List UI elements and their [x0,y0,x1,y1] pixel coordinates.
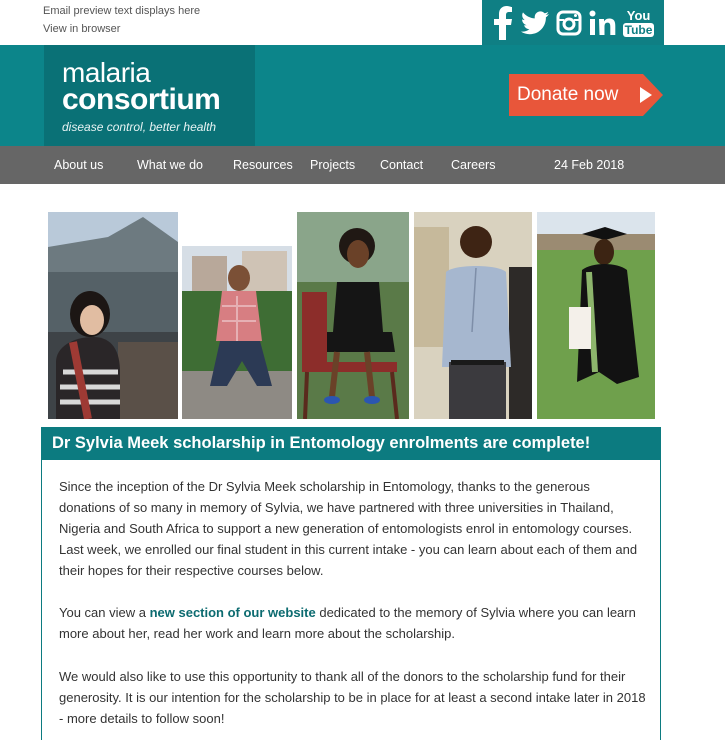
brand-logo[interactable] [44,45,255,146]
nav-about-us[interactable]: About us [54,158,104,172]
article-title-bar [41,427,661,460]
social-bar [482,0,664,45]
nav-projects[interactable]: Projects [310,158,356,172]
youtube-icon-top: You [626,7,651,23]
scholar-photo-4 [414,212,532,419]
instagram-icon[interactable] [556,10,582,36]
article-paragraph-2 [59,602,649,644]
scholar-photo-3 [297,212,409,419]
main-nav [0,146,725,184]
issue-date: 24 Feb 2018 [554,158,625,172]
paragraph-2-lead: You can view a [59,605,150,620]
nav-contact[interactable]: Contact [380,158,424,172]
article-title: Dr Sylvia Meek scholarship in Entomology enrolments are complete! [52,434,591,452]
brand-name-line1: malaria [62,57,151,88]
preview-text: Email preview text displays here [43,5,201,17]
facebook-icon[interactable] [492,6,514,40]
article-paragraph-1: Since the inception of the Dr Sylvia Meek scholarship in Entomology, thanks to the generous donations of so many in memory of Sylvia, we have partnered with three universities in Thailand, Nigeria and South Africa to support a new generation of entomologists enrol in entomology courses. Last week, we enrolled our final student in this current intake - you can learn about each of them and their hopes for their respective courses below. [59,479,638,578]
website-section-link[interactable]: new section of our website [149,605,316,620]
youtube-icon-bottom: Tube [624,22,653,37]
scholar-photo-5 [537,212,655,419]
twitter-icon[interactable] [521,11,549,35]
nav-resources[interactable]: Resources [233,158,293,172]
view-in-browser-link[interactable]: View in browser [43,23,121,35]
article-paragraph-3: We would also like to use this opportunity to thank all of the donors to the scholarship fund for their generosity. It is our intention for the scholarship to be in place for at least a second intake later in 2018 - more details to follow soon! [59,669,646,726]
scholar-photo-2 [182,246,292,419]
scholar-photo-1 [48,212,178,419]
youtube-icon[interactable] [623,9,655,37]
nav-what-we-do[interactable]: What we do [137,158,204,172]
donate-button-label: Donate now [517,84,619,105]
nav-careers[interactable]: Careers [451,158,496,172]
brand-name-line2: consortium [62,83,221,116]
article-body [41,460,661,740]
donate-button[interactable] [509,74,663,116]
brand-tagline: disease control, better health [62,120,217,134]
paragraph-2-rest: dedicated to the memory of Sylvia where you can learn more about her, read her work and learn more about the scholarship. [59,605,636,641]
linkedin-icon[interactable] [589,10,616,36]
